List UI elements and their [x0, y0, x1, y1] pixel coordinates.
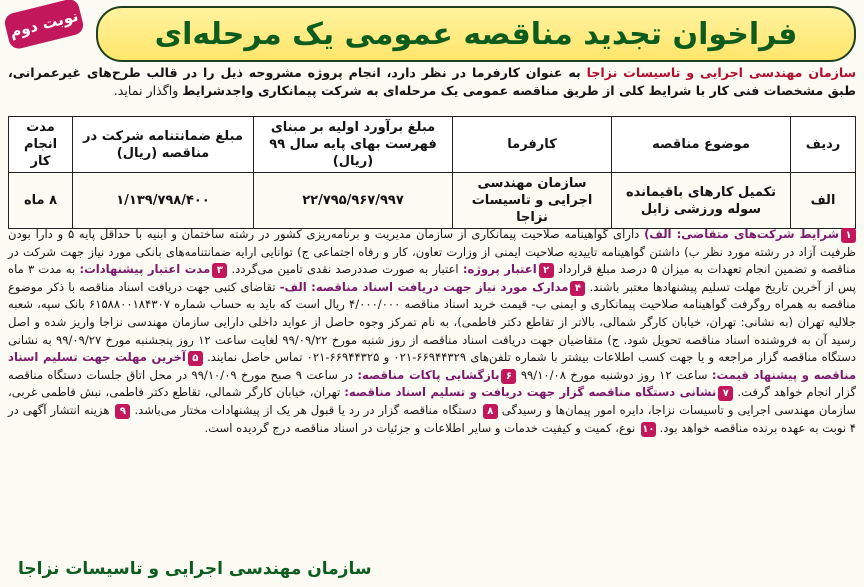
- notice-title: فراخوان تجدید مناقصه عمومی یک مرحله‌ای: [154, 16, 798, 52]
- item-number-badge: ۱: [841, 228, 856, 243]
- header-duration: مدت انجام کار: [9, 117, 73, 173]
- item-number-badge: ۱۰: [642, 423, 655, 435]
- intro-paragraph: [8, 64, 856, 100]
- title-banner: [96, 6, 856, 62]
- second-publication-badge: نوبت دوم: [3, 0, 85, 51]
- item-text: اعتبار به صورت صددرصد نقدی تامین می‌گردد.: [231, 262, 463, 277]
- item-text: هزینه انتشار آگهی در ۴ نوبت به عهده برنده مناقصه خواهد بود.: [8, 402, 856, 435]
- item-text: دستگاه مناقصه گزار در رد یا قبول هر یک از پیشنهادات مختار می‌باشد.: [134, 402, 481, 417]
- tender-table-row: [9, 173, 856, 229]
- condition-item: [231, 262, 553, 276]
- cell-duration: ۸ ماه: [9, 173, 73, 229]
- header-guarantee: مبلغ ضمانتنامه شرکت در مناقصه (ریال): [73, 117, 254, 173]
- item-text: تهران، خیابان کارگر شمالی، تقاطع دکتر فاطمی، نبش فاطمی غربی، سازمان مهندسی اجرایی و تاسیسات نزاجا، دایره امور پیمان‌ها و رسیدگی: [8, 385, 857, 417]
- item-number-badge: ۷: [718, 386, 733, 401]
- condition-item: [204, 421, 655, 435]
- item-number-badge: ۴: [570, 281, 585, 296]
- item-number-badge: ۲: [539, 263, 554, 278]
- item-heading: اعتبار پروژه:: [462, 262, 537, 277]
- item-text: ساعت ۱۲ روز دوشنبه مورخ ۹۹/۱۰/۰۸: [520, 367, 712, 382]
- item-number-badge: ۵: [188, 351, 203, 366]
- tender-table: [8, 116, 856, 229]
- cell-row-number: الف: [791, 173, 856, 229]
- header-row-number: ردیف: [791, 117, 856, 173]
- conditions-body: [8, 226, 856, 437]
- header-employer: کارفرما: [453, 117, 612, 173]
- intro-text-part1: به عنوان کارفرما در نظر دارد، انجام پروژه مشروحه ذیل را در قالب طرح‌های غیرعمرانی، طبق مشخصات فنی کار با شرایط کلی از طریق مناقصه عمومی یک مرحله‌ای به شرکت پیمانکاری واجدشرایط: [8, 65, 856, 98]
- item-heading: بازگشایی پاکات مناقصه:: [357, 367, 500, 382]
- intro-text-part2: واگذار نماید.: [113, 83, 183, 98]
- item-number-badge: ۹: [115, 404, 130, 419]
- item-text: به مدت ۳ ماه پس از آخرین تاریخ مهلت تسلیم پیشنهادها معتبر باشند.: [8, 262, 856, 294]
- item-heading: آخرین مهلت جهت تسلیم اسناد مناقصه و پیشنهاد قیمت:: [8, 350, 857, 382]
- item-number-badge: ۳: [212, 263, 227, 278]
- item-number-badge: ۶: [501, 369, 516, 384]
- item-heading: نشانی دستگاه مناقصه گزار جهت دریافت و تسلیم اسناد مناقصه:: [344, 385, 717, 400]
- header-subject: موضوع مناقصه: [612, 117, 791, 173]
- item-heading: شرایط شرکت‌های متقاضی: الف): [644, 227, 839, 241]
- item-text: نوع، کمیت و کیفیت خدمات و سایر اطلاعات و جزئیات در اسناد مناقصه درج گردیده است.: [204, 420, 639, 435]
- item-heading: مدت اعتبار پیشنهادات:: [79, 262, 211, 277]
- footer-signature: سازمان مهندسی اجرایی و تاسیسات نزاجا: [18, 559, 372, 579]
- condition-item: [134, 403, 497, 417]
- tender-table-header-row: [9, 117, 856, 173]
- item-text: در ساعت ۹ صبح مورخ ۹۹/۱۰/۰۹ در محل اتاق جلسات دستگاه مناقصه گزار انجام خواهد گرفت.: [8, 367, 856, 400]
- cell-employer: سازمان مهندسی اجرایی و تاسیسات نزاجا: [453, 173, 612, 229]
- item-number-badge: ۸: [483, 404, 498, 419]
- intro-employer-name: سازمان مهندسی اجرایی و تاسیسات نزاجا: [586, 65, 856, 80]
- item-text: دارای گواهینامه صلاحیت پیمانکاری از سازمان مدیریت و برنامه‌ریزی کشور در رشته ساختمان و ابنیه با حداقل پایه ۵ و دارا بودن ظرفیت آزاد در رشته مورد نظر ب) داشتن گواهینامه تاییدیه صلاحیت ایمنی از وزارت تعاون، کار و رفاه اجتماعی ج) توانایی ارایه ضمانتنامه‌های بانکی مورد نیاز جهت شرکت در مناقصه و تضمین انجام تعهدات به میزان ۵ درصد مبلغ قرارداد: [8, 227, 856, 277]
- header-estimate: مبلغ برآورد اولیه بر مبنای فهرست بهای پایه سال ۹۹ (ریال): [254, 117, 453, 173]
- cell-guarantee: ۱/۱۳۹/۷۹۸/۴۰۰: [73, 173, 254, 229]
- item-heading: مدارک مورد نیاز جهت دریافت اسناد مناقصه: الف-: [279, 279, 569, 294]
- cell-subject: تکمیل کارهای باقیمانده سوله ورزشی زابل: [612, 173, 791, 229]
- item-text: تقاضای کتبی جهت دریافت اسناد مناقصه با ذکر موضوع مناقصه به همراه روگرفت گواهینامه صلاحیت پیمانکاری و ایمنی ب- قیمت خرید اسناد مناقصه ۴/۰۰۰/۰۰۰ ریال است که باید به حساب شماره ۶۱۵۸۸۰۰۱۸۴۳۰۷ بانک سپه، شعبه جلالیه تهران (به نشانی: تهران، خیابان کارگر شمالی، بالاتر از تقاطع دکتر فاطمی)، به نام تمرکز وجوه حاصل از عواید داخلی دارایی سازمان مهندسی نزاجا واریز شده و اصل رسید آن به فروشنده اسناد مناقصه تحویل شود. ج) متقاضیان جهت دریافت اسناد مناقصه از روز شنبه مورخ ۹۹/۰۹/۲۲ لغایت ساعت ۱۲ روز پنجشنبه مورخ ۹۹/۰۹/۲۷ به نشانی دستگاه مناقصه گزار مراجعه و یا جهت کسب اطلاعات بیشتر با شماره تلفن‌های ۶۶۹۴۴۳۲۹-۰۲۱ و ۶۶۹۴۴۳۲۵-۰۲۱ تماس حاصل نمایند.: [8, 279, 856, 365]
- cell-estimate: ۲۲/۷۹۵/۹۶۷/۹۹۷: [254, 173, 453, 229]
